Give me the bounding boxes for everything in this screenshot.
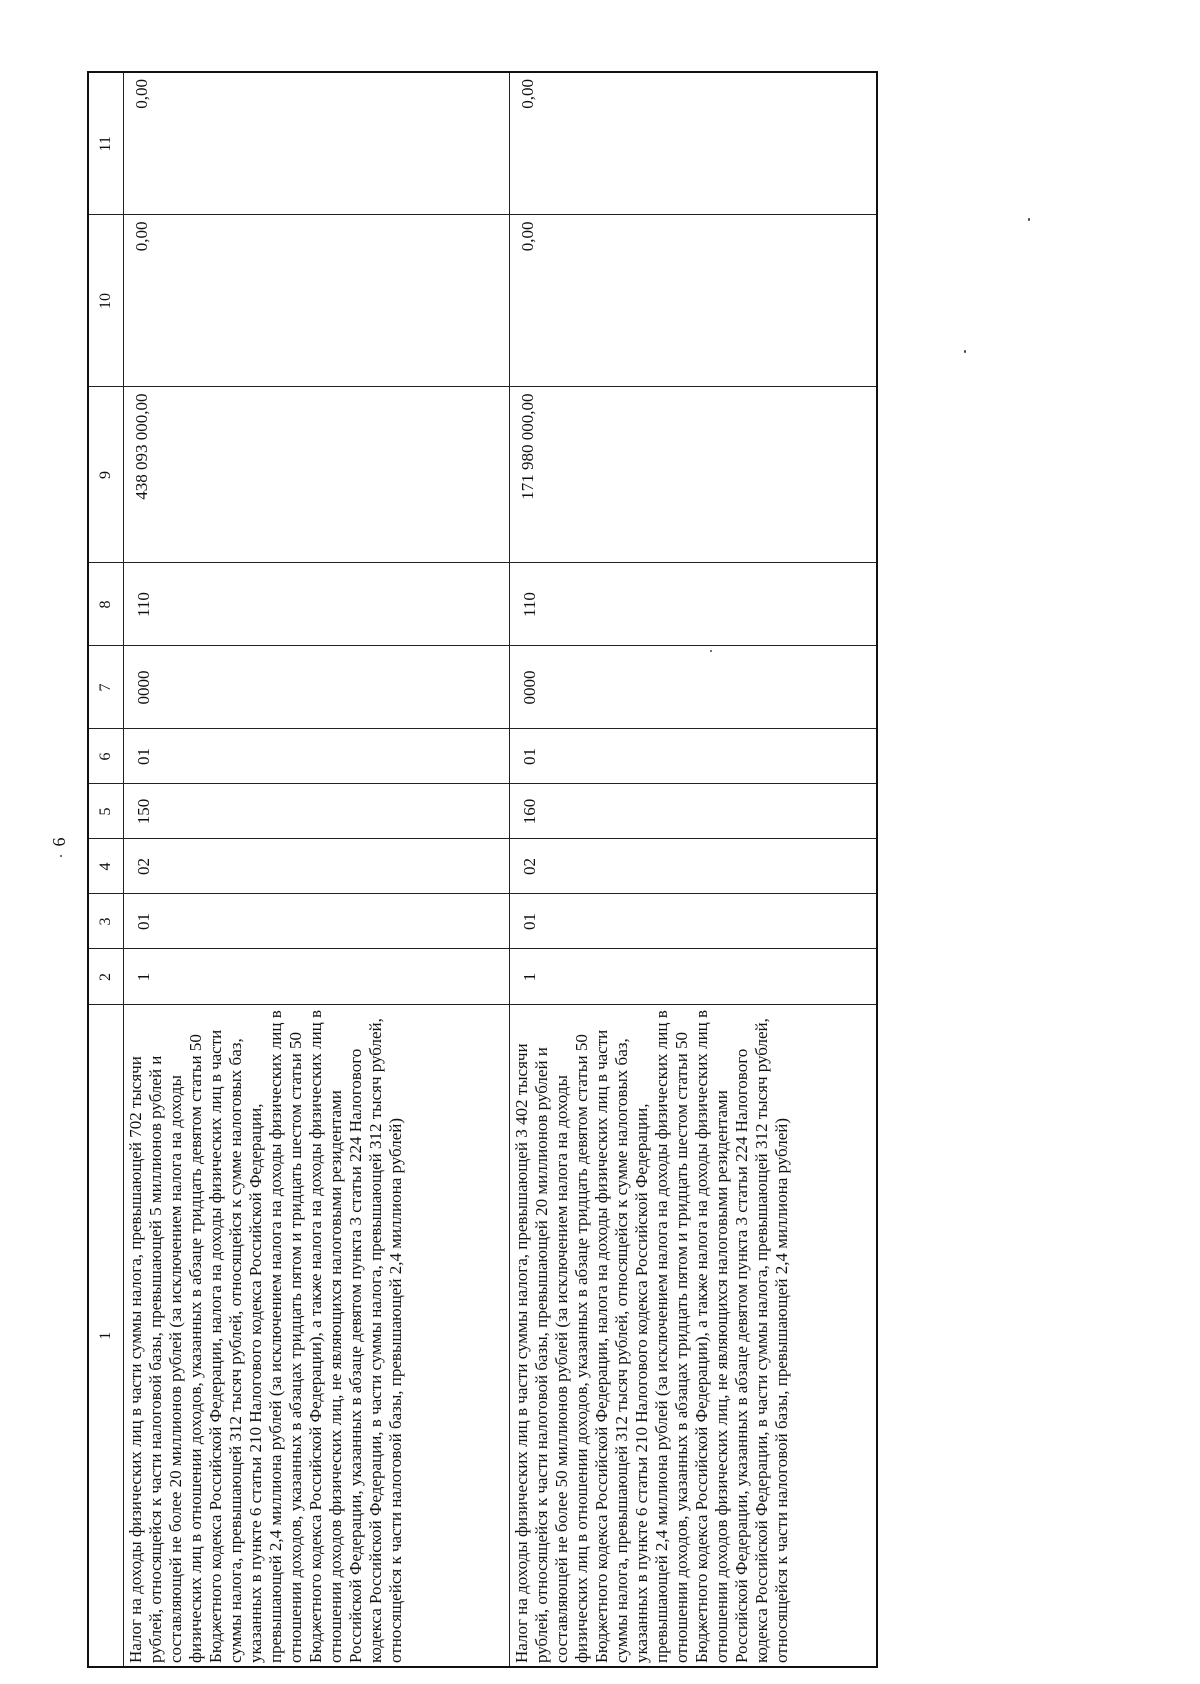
table-row — [124, 72, 510, 1667]
scan-speck — [1028, 218, 1030, 221]
column-number: 7 — [88, 646, 124, 729]
column-number: 2 — [88, 949, 124, 1005]
cell-col-10: 0,00 — [510, 215, 877, 387]
cell-col-9: 438 093 000,00 — [124, 387, 510, 563]
cell-col-2: 1 — [124, 949, 510, 1005]
cell-col-6: 01 — [124, 729, 510, 784]
column-number: 9 — [88, 387, 124, 563]
cell-col-8: 110 — [510, 563, 877, 646]
scan-speck — [964, 350, 966, 353]
budget-revenue-table — [87, 71, 878, 1668]
column-number: 11 — [88, 72, 124, 215]
cell-col-4: 02 — [510, 839, 877, 894]
cell-col-3: 01 — [510, 894, 877, 949]
cell-col-7: 0000 — [510, 646, 877, 729]
cell-col-7: 0000 — [124, 646, 510, 729]
rotated-table-wrapper — [87, 73, 876, 1668]
cell-col-9: 171 980 000,00 — [510, 387, 877, 563]
cell-col-4: 02 — [124, 839, 510, 894]
page-number: 6 — [49, 837, 69, 847]
column-number: 4 — [88, 839, 124, 894]
row-description: Налог на доходы физических лиц в части суммы налога, превышающей 3 402 тысячи рублей, относящейся к части налоговой базы, превышающей 20 миллионов рублей и составляющей не более 50 миллионов рублей (за исключением налога на доходы физических лиц в отношении доходов, указанных в абзаце тридцать девятом статьи 50 Бюджетного кодекса Российской Федерации, налога на доходы физических лиц в части суммы налога, превышающей 312 тысяч рублей, относящейся к сумме налоговых баз, указанных в пункте 6 статьи 210 Налогового кодекса Российской Федерации, превышающей 2,4 миллиона рублей (за исключением налога на доходы физических лиц в отношении доходов, указанных в абзацах тридцать пятом и тридцать шестом статьи 50 Бюджетного кодекса Российской Федерации), а также налога на доходы физических лиц в отношении доходов физических лиц, не являющихся налоговыми резидентами Российской Федерации, указанных в абзаце девятом пункта 3 статьи 224 Налогового кодекса Российской Федерации, в части суммы налога, превышающей 312 тысяч рублей, относящейся к части налоговой базы, превышающей 2,4 миллиона рублей) — [510, 1005, 877, 1667]
column-number: 3 — [88, 894, 124, 949]
cell-col-5: 150 — [124, 784, 510, 839]
column-number: 5 — [88, 784, 124, 839]
column-number: 8 — [88, 563, 124, 646]
cell-col-6: 01 — [510, 729, 877, 784]
column-number: 6 — [88, 729, 124, 784]
cell-col-11: 0,00 — [510, 72, 877, 215]
cell-col-8: 110 — [124, 563, 510, 646]
table-row — [510, 72, 877, 1667]
column-number: 1 — [88, 1005, 124, 1667]
scan-speck — [60, 855, 62, 857]
column-number: 10 — [88, 215, 124, 387]
cell-col-2: 1 — [510, 949, 877, 1005]
cell-col-11: 0,00 — [124, 72, 510, 215]
cell-col-10: 0,00 — [124, 215, 510, 387]
cell-col-3: 01 — [124, 894, 510, 949]
column-number-row — [88, 72, 124, 1667]
cell-col-5: 160 — [510, 784, 877, 839]
row-description: Налог на доходы физических лиц в части суммы налога, превышающей 702 тысячи рублей, относящейся к части налоговой базы, превышающей 5 миллионов рублей и составляющей не более 20 миллионов рублей (за исключением налога на доходы физических лиц в отношении доходов, указанных в абзаце тридцать девятом статьи 50 Бюджетного кодекса Российской Федерации, налога на доходы физических лиц в части суммы налога, превышающей 312 тысяч рублей, относящейся к сумме налоговых баз, указанных в пункте 6 статьи 210 Налогового кодекса Российской Федерации, превышающей 2,4 миллиона рублей (за исключением налога на доходы физических лиц в отношении доходов, указанных в абзацах тридцать пятом и тридцать шестом статьи 50 Бюджетного кодекса Российской Федерации), а также налога на доходы физических лиц в отношении доходов физических лиц, не являющихся налоговыми резидентами Российской Федерации, указанных в абзаце девятом пункта 3 статьи 224 Налогового кодекса Российской Федерации, в части суммы налога, превышающей 312 тысяч рублей, относящейся к части налоговой базы, превышающей 2,4 миллиона рублей) — [124, 1005, 510, 1667]
